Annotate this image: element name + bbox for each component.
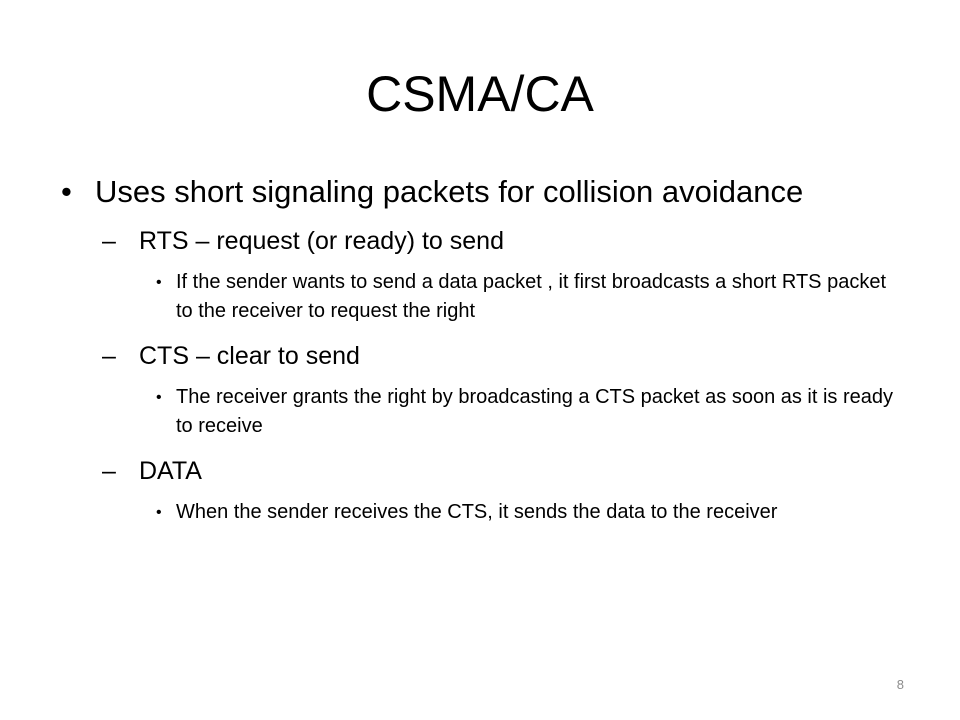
- sub-item-data: [56, 454, 916, 488]
- dash-icon: –: [102, 342, 116, 370]
- main-bullet-text: Uses short signaling packets for collision avoidance: [95, 174, 804, 209]
- detail-text: The receiver grants the right by broadcasting a CTS packet as soon as it is ready to receive: [176, 386, 894, 437]
- slide-title: CSMA/CA: [366, 66, 594, 122]
- main-bullet: [56, 172, 916, 212]
- bullet-icon: •: [156, 274, 162, 291]
- sub-item-rts: [56, 224, 916, 258]
- slide-body: [56, 172, 916, 540]
- dash-icon: –: [102, 457, 116, 485]
- detail-text: If the sender wants to send a data packet , it first broadcasts a short RTS packet to the receiver to request the right: [176, 271, 886, 322]
- detail-text: When the sender receives the CTS, it sends the data to the receiver: [176, 501, 778, 523]
- detail-cts: [56, 383, 896, 441]
- bullet-icon: •: [156, 389, 162, 406]
- bullet-icon: •: [61, 174, 72, 209]
- sub-item-label: DATA: [139, 457, 202, 485]
- bullet-icon: •: [156, 504, 162, 521]
- detail-rts: [56, 268, 896, 326]
- sub-item-cts: [56, 339, 916, 373]
- sub-item-label: CTS – clear to send: [139, 342, 360, 370]
- sub-item-label: RTS – request (or ready) to send: [139, 227, 504, 255]
- detail-data: [56, 498, 896, 527]
- dash-icon: –: [102, 227, 116, 255]
- page-number: 8: [896, 677, 904, 692]
